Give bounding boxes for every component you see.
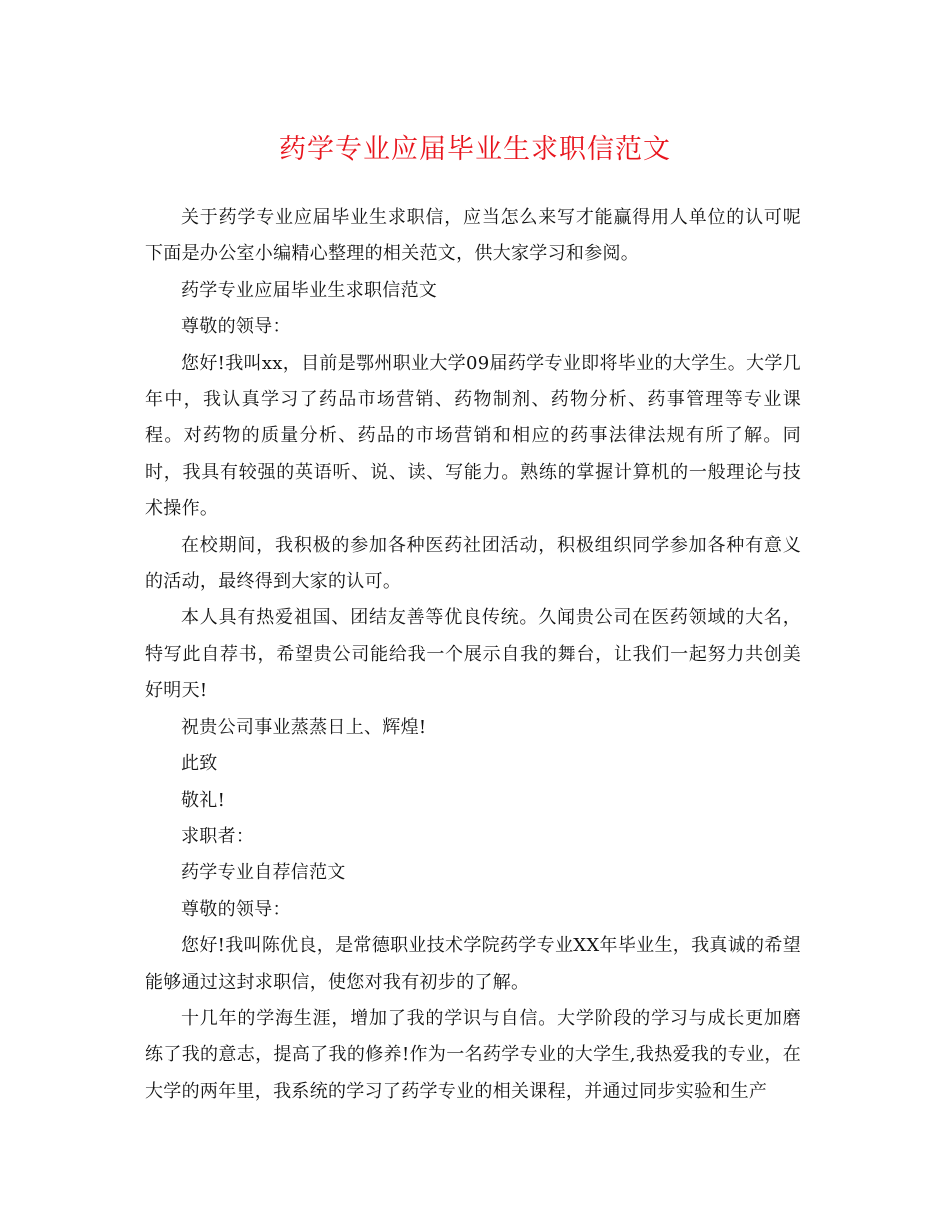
body-paragraph: 您好!我叫陈优良，是常德职业技术学院药学专业XX年毕业生，我真诚的希望能够通过这封求职信，使您对我有初步的了解。 bbox=[145, 935, 801, 993]
document-title: 药学专业应届毕业生求职信范文 bbox=[279, 134, 671, 165]
body-paragraph: 十几年的学海生涯，增加了我的学识与自信。大学阶段的学习与成长更加磨练了我的意志，提高了我的修养!作为一名药学专业的大学生,我热爱我的专业，在大学的两年里，我系统的学习了药学专业的相关课程，并通过同步实验和生产 bbox=[145, 1007, 801, 1102]
body-paragraph: 您好!我叫xx，目前是鄂州职业大学09届药学专业即将毕业的大学生。大学几年中，我认真学习了药品市场营销、药物制剂、药物分析、药事管理等专业课程。对药物的质量分析、药品的市场营销和相应的药事法律法规有所了解。同时，我具有较强的英语听、说、读、写能力。熟练的掌握计算机的一般理论与技术操作。 bbox=[145, 352, 801, 520]
closing-jingli: 敬礼! bbox=[181, 789, 226, 811]
section-heading-1: 药学专业应届毕业生求职信范文 bbox=[181, 279, 438, 301]
section-heading-2: 药学专业自荐信范文 bbox=[181, 862, 346, 884]
signature-label: 求职者： bbox=[181, 825, 255, 847]
body-paragraph: 在校期间，我积极的参加各种医药社团活动，积极组织同学参加各种有意义的活动，最终得到大家的认可。 bbox=[145, 534, 801, 593]
closing-wish: 祝贵公司事业蒸蒸日上、辉煌! bbox=[181, 716, 427, 738]
salutation-2: 尊敬的领导： bbox=[181, 898, 291, 920]
closing-cizhi: 此致 bbox=[181, 753, 218, 775]
salutation-1: 尊敬的领导： bbox=[181, 316, 291, 338]
document-body bbox=[145, 200, 801, 1110]
intro-paragraph: 关于药学专业应届毕业生求职信，应当怎么来写才能赢得用人单位的认可呢下面是办公室小编精心整理的相关范文，供大家学习和参阅。 bbox=[145, 207, 801, 265]
body-paragraph: 本人具有热爱祖国、团结友善等优良传统。久闻贵公司在医药领域的大名，特写此自荐书，希望贵公司能给我一个展示自我的舞台，让我们一起努力共创美好明天! bbox=[145, 607, 801, 702]
